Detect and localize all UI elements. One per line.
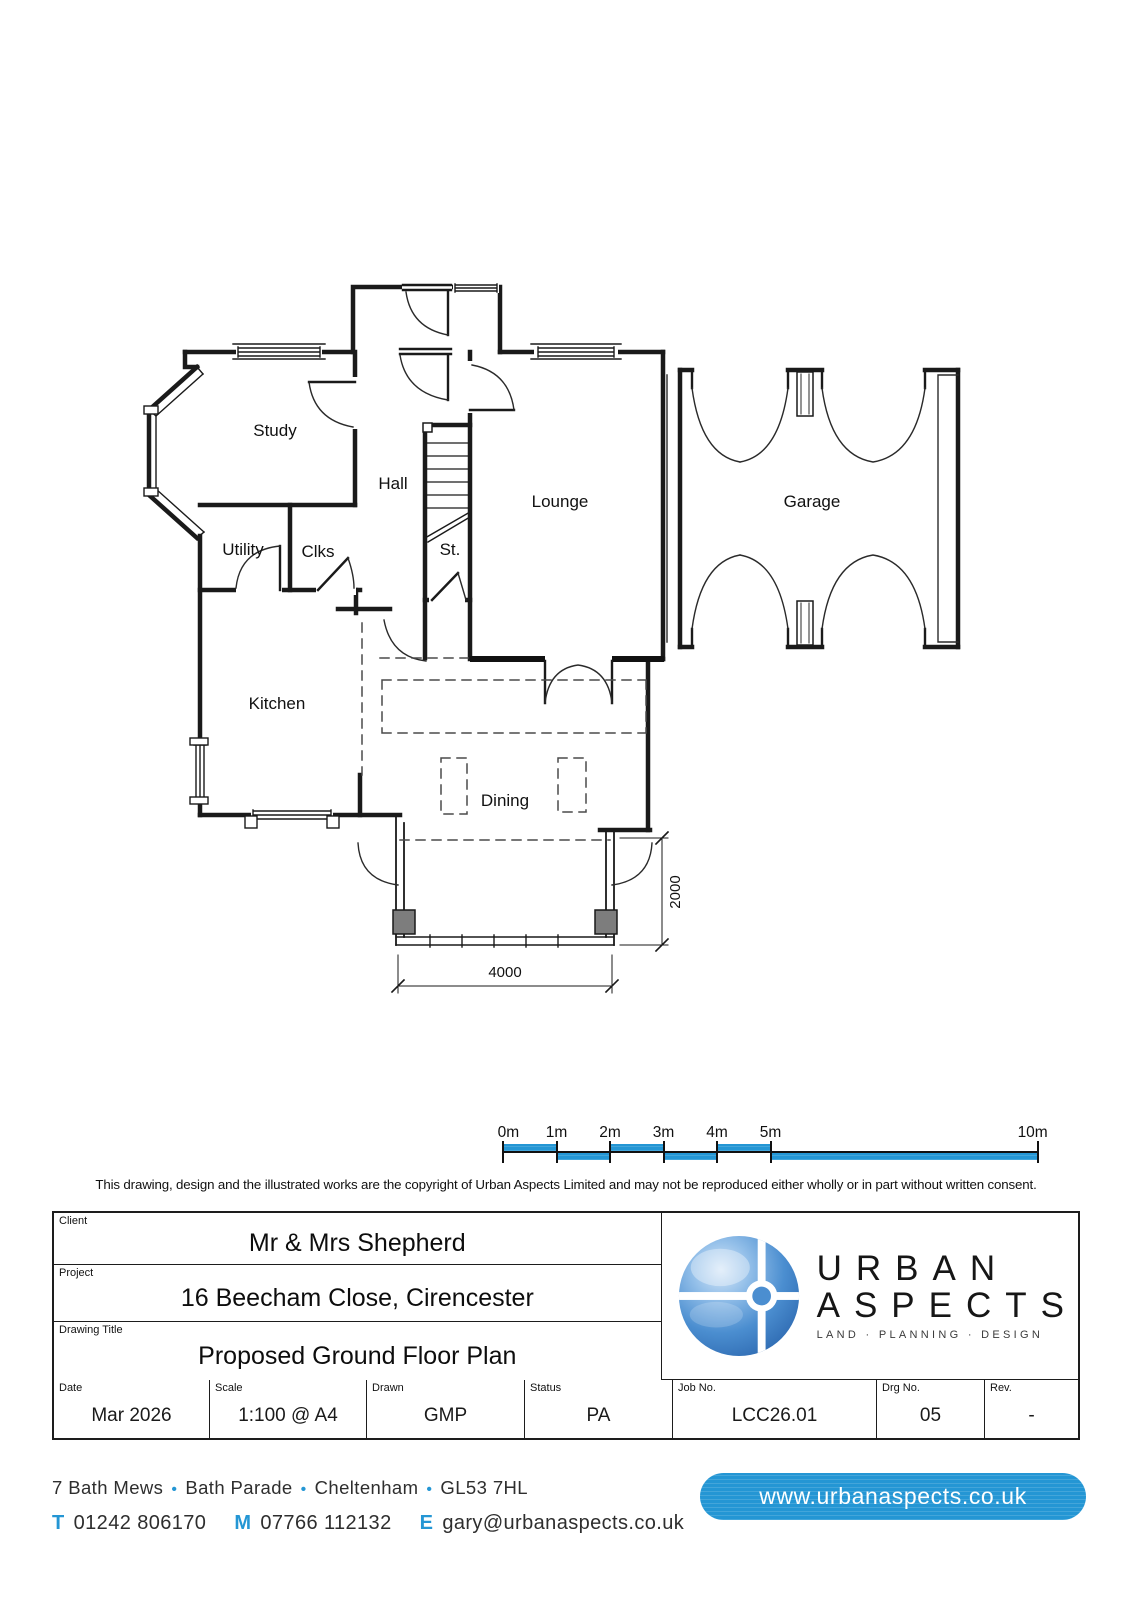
field-drawn-label: Drawn <box>372 1382 404 1394</box>
room-label-clks: Clks <box>301 542 335 561</box>
scale-tick <box>609 1141 611 1163</box>
field-status-value: PA <box>586 1405 611 1426</box>
field-rev-value: - <box>1028 1405 1035 1426</box>
scale-label-10m: 10m <box>1017 1124 1048 1141</box>
scale-label-0m: 0m <box>497 1124 520 1141</box>
copyright-notice: This drawing, design and the illustrated works are the copyright of Urban Aspects Limited and may not be reproduced either wholly or in part without written consent. <box>95 1177 1037 1192</box>
field-job-no-value: LCC26.01 <box>731 1405 818 1426</box>
field-job-no-label: Job No. <box>678 1382 716 1394</box>
title-block-drawing-title-row <box>54 1322 661 1380</box>
field-status <box>525 1380 673 1440</box>
mobile-value: 07766 112132 <box>260 1512 392 1534</box>
footer-contact <box>52 1512 706 1535</box>
room-label-lounge: Lounge <box>531 492 589 511</box>
field-date-label: Date <box>59 1382 83 1394</box>
scale-tick <box>502 1141 504 1163</box>
scale-tick <box>770 1141 772 1163</box>
field-scale-value: 1:100 @ A4 <box>238 1405 338 1426</box>
field-drawn-value: GMP <box>423 1405 468 1426</box>
address-part: GL53 7HL <box>440 1477 528 1498</box>
walls <box>149 287 958 830</box>
client-label: Client <box>59 1215 88 1227</box>
scale-segment <box>771 1153 1039 1160</box>
room-label-garage: Garage <box>783 492 841 511</box>
field-scale <box>210 1380 367 1440</box>
drawing-title-label: Drawing Title <box>59 1324 123 1336</box>
bullet-separator: • <box>426 1481 433 1498</box>
room-label-st: St. <box>439 540 461 559</box>
drawing-title-value: Proposed Ground Floor Plan <box>198 1341 517 1370</box>
website-banner <box>700 1473 1086 1520</box>
extension-walls <box>396 817 614 945</box>
logo-wordmark-line1: URBAN <box>816 1249 1010 1289</box>
scale-label-4m: 4m <box>706 1124 728 1141</box>
window-lounge-top <box>531 344 621 360</box>
scale-tick <box>716 1141 718 1163</box>
scale-segment <box>610 1144 664 1151</box>
window-porch <box>453 282 499 293</box>
field-drg-no <box>877 1380 985 1440</box>
window-study-top <box>233 344 325 360</box>
client-value: Mr & Mrs Shepherd <box>248 1229 466 1257</box>
room-label-kitchen: Kitchen <box>248 694 306 713</box>
dimension-4000 <box>392 955 618 993</box>
window-kitchen-left <box>190 738 208 804</box>
website-url: www.urbanaspects.co.uk <box>759 1483 1027 1509</box>
room-labels <box>222 421 840 810</box>
window-extension-bottom <box>396 935 614 947</box>
phone-prefix: T <box>52 1512 65 1534</box>
project-label: Project <box>59 1267 94 1279</box>
scale-bar <box>497 1124 1048 1166</box>
scale-label-2m: 2m <box>599 1124 621 1141</box>
scale-segment <box>557 1153 611 1160</box>
project-value: 16 Beecham Close, Cirencester <box>180 1283 534 1312</box>
scale-segment <box>664 1153 718 1160</box>
field-status-label: Status <box>530 1382 562 1394</box>
phone-contact <box>52 1512 206 1534</box>
scale-segment <box>717 1144 771 1151</box>
email-prefix: E <box>419 1512 434 1534</box>
address-part: 7 Bath Mews <box>52 1477 164 1498</box>
dimension-2000 <box>620 832 684 951</box>
room-label-utility: Utility <box>222 540 264 559</box>
field-rev <box>985 1380 1078 1440</box>
dimension-2000-label: 2000 <box>667 875 684 909</box>
mobile-contact <box>234 1512 391 1534</box>
field-drg-no-label: Drg No. <box>882 1382 920 1394</box>
scale-label-1m: 1m <box>545 1124 568 1141</box>
dimension-4000-label: 4000 <box>488 964 522 981</box>
scale-label-5m: 5m <box>759 1124 782 1141</box>
email-value: gary@urbanaspects.co.uk <box>442 1512 685 1534</box>
field-drg-no-value: 05 <box>919 1405 942 1426</box>
title-block <box>52 1211 1080 1440</box>
bay-window <box>144 367 204 538</box>
scale-tick <box>663 1141 665 1163</box>
scale-tick <box>556 1141 558 1163</box>
room-label-hall: Hall <box>378 474 408 493</box>
scale-tick <box>1037 1141 1039 1163</box>
field-date-value: Mar 2026 <box>91 1405 172 1426</box>
bullet-separator: • <box>300 1481 307 1498</box>
field-scale-label: Scale <box>215 1382 243 1394</box>
phone-value: 01242 806170 <box>73 1512 207 1534</box>
scale-label-3m: 3m <box>652 1124 675 1141</box>
field-drawn <box>367 1380 525 1440</box>
floor-plan <box>0 255 1130 1015</box>
email-contact <box>420 1512 685 1534</box>
address-part: Bath Parade <box>185 1477 293 1498</box>
field-job-no <box>673 1380 877 1440</box>
urban-aspects-globe-icon <box>675 1232 803 1360</box>
logo-tagline: LAND · PLANNING · DESIGN <box>816 1329 1044 1342</box>
address-part: Cheltenham <box>314 1477 419 1498</box>
company-logo <box>661 1213 1078 1380</box>
room-label-dining: Dining <box>480 791 530 810</box>
field-rev-label: Rev. <box>990 1382 1012 1394</box>
scale-segment <box>503 1144 557 1151</box>
extension-posts <box>393 910 617 934</box>
logo-wordmark-line2: ASPECTS <box>816 1286 1078 1326</box>
stairs <box>423 423 470 542</box>
windows <box>144 282 621 947</box>
title-block-client-row <box>54 1213 661 1265</box>
title-block-project-row <box>54 1265 661 1322</box>
bullet-separator: • <box>171 1481 178 1498</box>
room-label-study: Study <box>253 421 297 440</box>
mobile-prefix: M <box>234 1512 252 1534</box>
field-date <box>54 1380 210 1440</box>
window-kitchen-bottom <box>245 809 339 828</box>
footer-address <box>52 1477 528 1499</box>
